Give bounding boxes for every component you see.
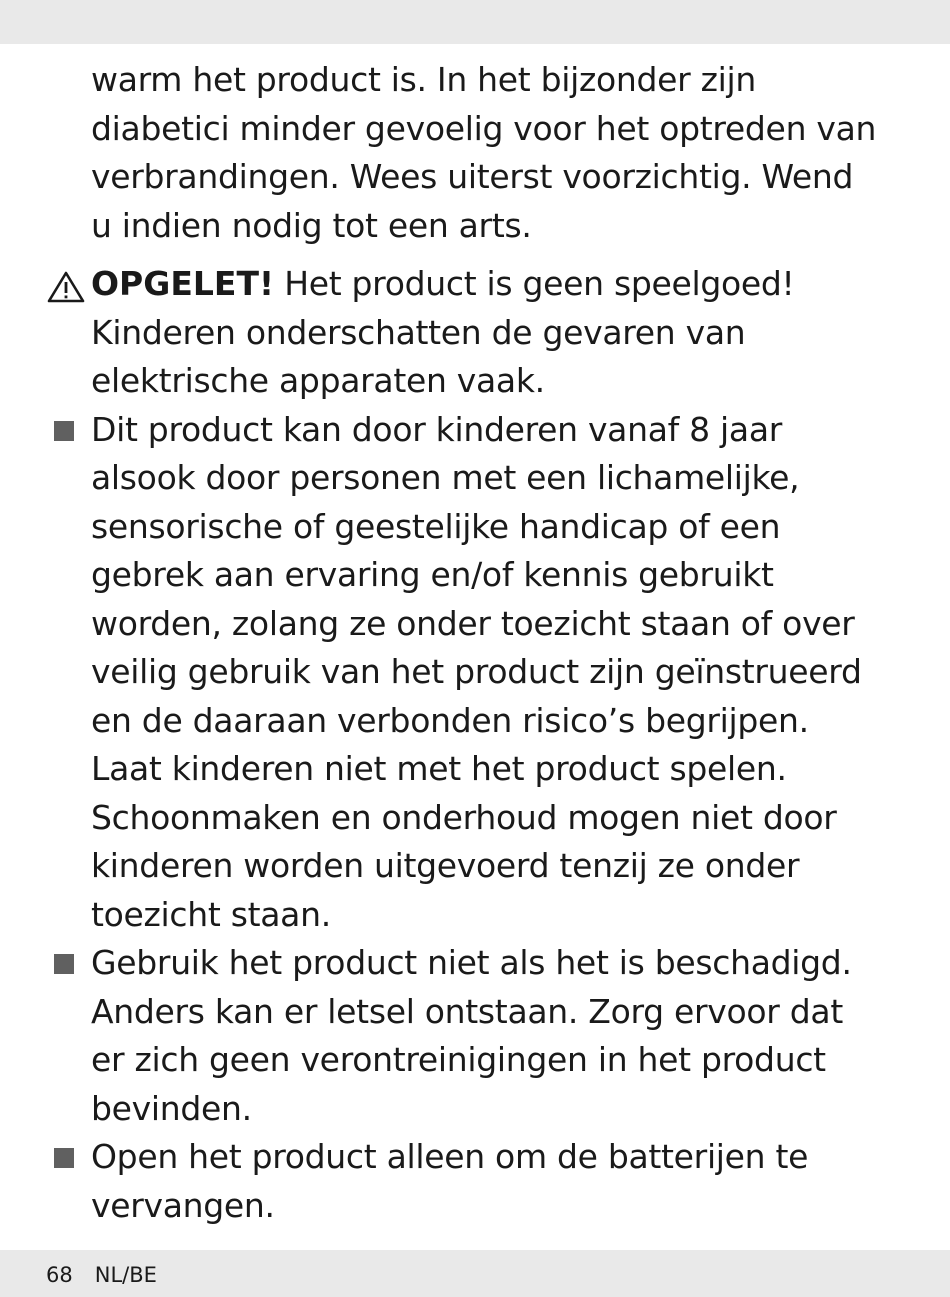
warning-block <box>0 260 881 406</box>
language-code: NL/BE <box>94 1263 157 1287</box>
continuation-paragraph <box>0 56 881 250</box>
bullet-square-icon <box>54 954 74 974</box>
warning-triangle-icon <box>47 271 85 303</box>
page-footer <box>46 1262 157 1288</box>
bullet-text: Gebruik het product niet als het is beschadigd. Anders kan er letsel ontstaan. Zorg ervoor dat er zich geen verontreinigingen in het product bevinden. <box>91 943 852 1128</box>
warning-paragraph <box>91 260 881 406</box>
bullet-item-batteries <box>0 1133 881 1230</box>
page-content <box>0 56 950 1230</box>
warning-text: Het product is geen speelgoed! Kinderen onderschatten de gevaren van elektrische apparaten vaak. <box>91 264 795 400</box>
bullet-item-damaged <box>0 939 881 1133</box>
warning-label: OPGELET! <box>91 264 274 303</box>
bullet-square-icon <box>54 421 74 441</box>
bullet-item-children <box>0 406 881 940</box>
bullet-text: Open het product alleen om de batterijen te vervangen. <box>91 1137 809 1225</box>
continuation-text: warm het product is. In het bijzonder zijn diabetici minder gevoelig voor het optreden van verbrandingen. Wees uiterst voorzichtig. Wend u indien nodig tot een arts. <box>91 60 877 245</box>
header-band <box>0 0 950 44</box>
page-number: 68 <box>46 1263 73 1287</box>
bullet-text: Dit product kan door kinderen vanaf 8 jaar alsook door personen met een lichamelijke, sensorische of geestelijke handicap of een gebrek aan ervaring en/of kennis gebruikt worden, zolang ze onder toezicht staan of over veilig gebruik van het product zijn geïnstrueerd en de daaraan verbonden risico’s begrijpen. Laat kinderen niet met het product spelen. Schoonmaken en onderhoud mogen niet door kinderen worden uitgevoerd tenzij ze onder toezicht staan. <box>91 409 862 934</box>
bullet-square-icon <box>54 1148 74 1168</box>
